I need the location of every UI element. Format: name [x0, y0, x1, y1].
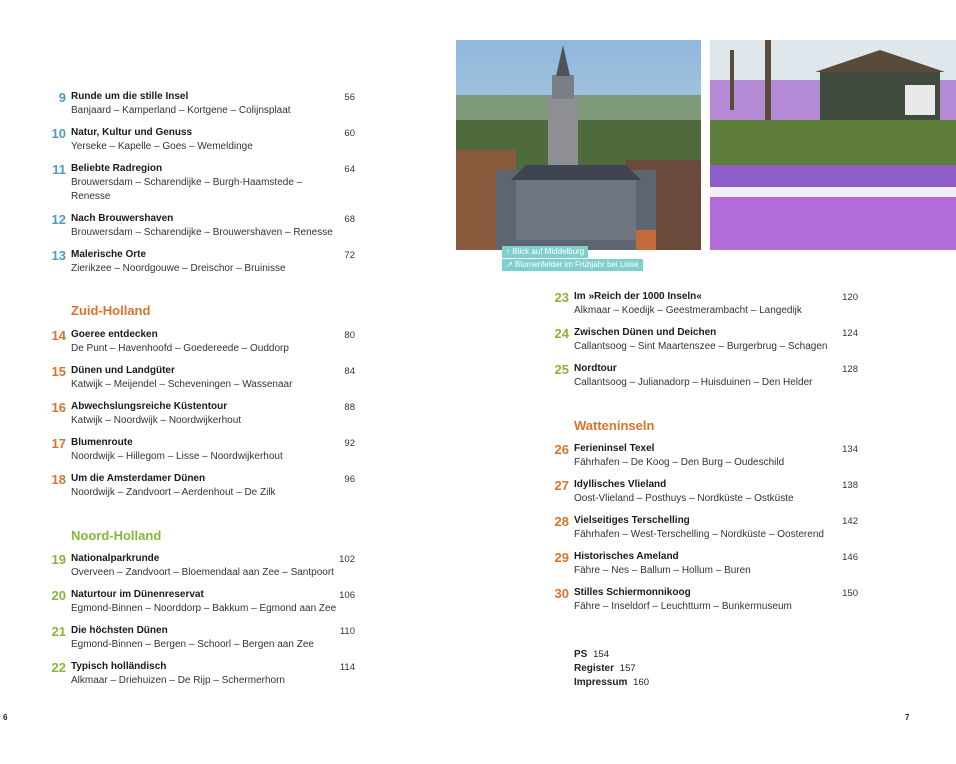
entry-title: Im »Reich der 1000 Inseln« — [574, 291, 702, 302]
page-number-right: 7 — [905, 713, 910, 722]
entry-title: Die höchsten Dünen — [71, 625, 168, 636]
entry-sub: Banjaard – Kamperland – Kortgene – Colijnsplaat — [71, 105, 291, 116]
entry-page: 72 — [344, 250, 355, 261]
entry-sub: De Punt – Havenhoofd – Goedereede – Ouddorp — [71, 343, 289, 354]
entry-title: Nationalparkrunde — [71, 553, 160, 564]
entry-page: 106 — [339, 590, 355, 601]
entry-sub: Callantsoog – Sint Maartenszee – Burgerbrug – Schagen — [574, 341, 828, 352]
entry-page: 128 — [842, 364, 858, 375]
entry-sub: Overveen – Zandvoort – Bloemendaal aan Zee – Santpoort — [71, 567, 334, 578]
entry-sub: Fähre – Inseldorf – Leuchtturm – Bunkermuseum — [574, 601, 792, 612]
entry-sub: Katwijk – Noordwijk – Noordwijkerhout — [71, 415, 242, 426]
entry-sub: Oost-Vlieland – Posthuys – Nordküste – Ostküste — [574, 493, 794, 504]
photo-tulip-fields — [710, 40, 956, 250]
entry-title: Dünen und Landgüter — [71, 365, 175, 376]
photo-middelburg — [456, 40, 701, 250]
entry-title: Um die Amsterdamer Dünen — [71, 473, 206, 484]
entry-title: Stilles Schiermonnikoog — [574, 587, 691, 598]
page-number-left: 6 — [3, 713, 8, 722]
entry-sub: Noordwijk – Zandvoort – Aerdenhout – De Zilk — [71, 487, 276, 498]
section-heading-noord-holland: Noord-Holland — [71, 528, 162, 543]
entry-page: 80 — [344, 330, 355, 341]
entry-page: 96 — [344, 474, 355, 485]
entry-title: Abwechslungsreiche Küstentour — [71, 401, 228, 412]
entry-page: 64 — [344, 164, 355, 175]
entry-sub: Alkmaar – Koedijk – Geestmerambacht – Langedijk — [574, 305, 802, 316]
entry-page: 114 — [339, 662, 355, 673]
entry-page: 102 — [339, 554, 355, 565]
entry-title: Idyllisches Vlieland — [574, 479, 667, 490]
entry-page: 68 — [344, 214, 355, 225]
entry-page: 88 — [344, 402, 355, 413]
entry-title: Goeree entdecken — [71, 329, 158, 340]
entry-sub: Brouwersdam – Scharendijke – Burgh-Haamstede – Renesse — [71, 177, 303, 202]
entry-title: Malerische Orte — [71, 249, 147, 260]
entry-sub: Fähre – Nes – Ballum – Hollum – Buren — [574, 565, 751, 576]
entry-title: Beliebte Radregion — [71, 163, 163, 174]
entry-sub: Fährhafen – De Koog – Den Burg – Oudeschild — [574, 457, 785, 468]
entry-sub: Egmond-Binnen – Noorddorp – Bakkum – Egmond aan Zee — [71, 603, 337, 614]
entry-title: Runde um die stille Insel — [71, 91, 189, 102]
section-heading-watteninseln: Watteninseln — [574, 418, 655, 433]
backmatter-item — [574, 649, 609, 660]
entry-sub: Katwijk – Meijendel – Scheveningen – Wassenaar — [71, 379, 293, 390]
entry-sub: Zierikzee – Noordgouwe – Dreischor – Bruinisse — [71, 263, 286, 274]
entry-page: 92 — [344, 438, 355, 449]
entry-sub: Egmond-Binnen – Bergen – Schoorl – Bergen aan Zee — [71, 639, 314, 650]
backmatter-page: 157 — [619, 663, 636, 674]
entry-sub: Brouwersdam – Scharendijke – Brouwershaven – Renesse — [71, 227, 333, 238]
backmatter-page: 160 — [633, 677, 649, 688]
caption-middelburg: ↑ Blick auf Middelburg — [502, 246, 588, 258]
entry-sub: Alkmaar – Driehuizen – De Rijp – Schermerhorn — [71, 675, 285, 686]
backmatter-label: Impressum — [574, 677, 628, 688]
backmatter-label: PS — [574, 649, 588, 660]
entry-page: 124 — [842, 328, 858, 339]
section-heading-zuid-holland: Zuid-Holland — [71, 303, 151, 318]
entry-title: Natur, Kultur und Genuss — [71, 127, 193, 138]
entry-title: Ferieninsel Texel — [574, 443, 655, 454]
backmatter-item — [574, 677, 649, 688]
backmatter-page: 154 — [593, 649, 609, 660]
entry-sub: Yerseke – Kapelle – Goes – Wemeldinge — [71, 141, 253, 152]
caption-lisse: ↗ Blumenfelder im Frühjahr bei Lisse — [502, 259, 643, 271]
entry-title: Blumenroute — [71, 437, 133, 448]
entry-title: Typisch holländisch — [71, 661, 167, 672]
entry-sub: Fährhafen – West-Terschelling – Nordküste – Oosterend — [574, 529, 824, 540]
entry-title: Zwischen Dünen und Deichen — [574, 327, 717, 338]
entry-page: 84 — [344, 366, 355, 377]
entry-title: Nordtour — [574, 363, 617, 374]
entry-page: 138 — [842, 480, 858, 491]
entry-title: Historisches Ameland — [574, 551, 679, 562]
entry-page: 146 — [842, 552, 858, 563]
entry-page: 134 — [842, 444, 858, 455]
entry-page: 142 — [842, 516, 858, 527]
entry-sub: Callantsoog – Julianadorp – Huisduinen – Den Helder — [574, 377, 813, 388]
backmatter-label: Register — [574, 663, 615, 674]
entry-page: 150 — [842, 588, 858, 599]
entry-title: Vielseitiges Terschelling — [574, 515, 690, 526]
entry-title: Naturtour im Dünenreservat — [71, 589, 204, 600]
entry-sub: Noordwijk – Hillegom – Lisse – Noordwijkerhout — [71, 451, 283, 462]
entry-page: 56 — [344, 92, 355, 103]
entry-page: 60 — [344, 128, 355, 139]
backmatter-item — [574, 663, 636, 674]
entry-page: 120 — [842, 292, 858, 303]
entry-title: Nach Brouwershaven — [71, 213, 174, 224]
entry-page: 110 — [339, 626, 355, 637]
